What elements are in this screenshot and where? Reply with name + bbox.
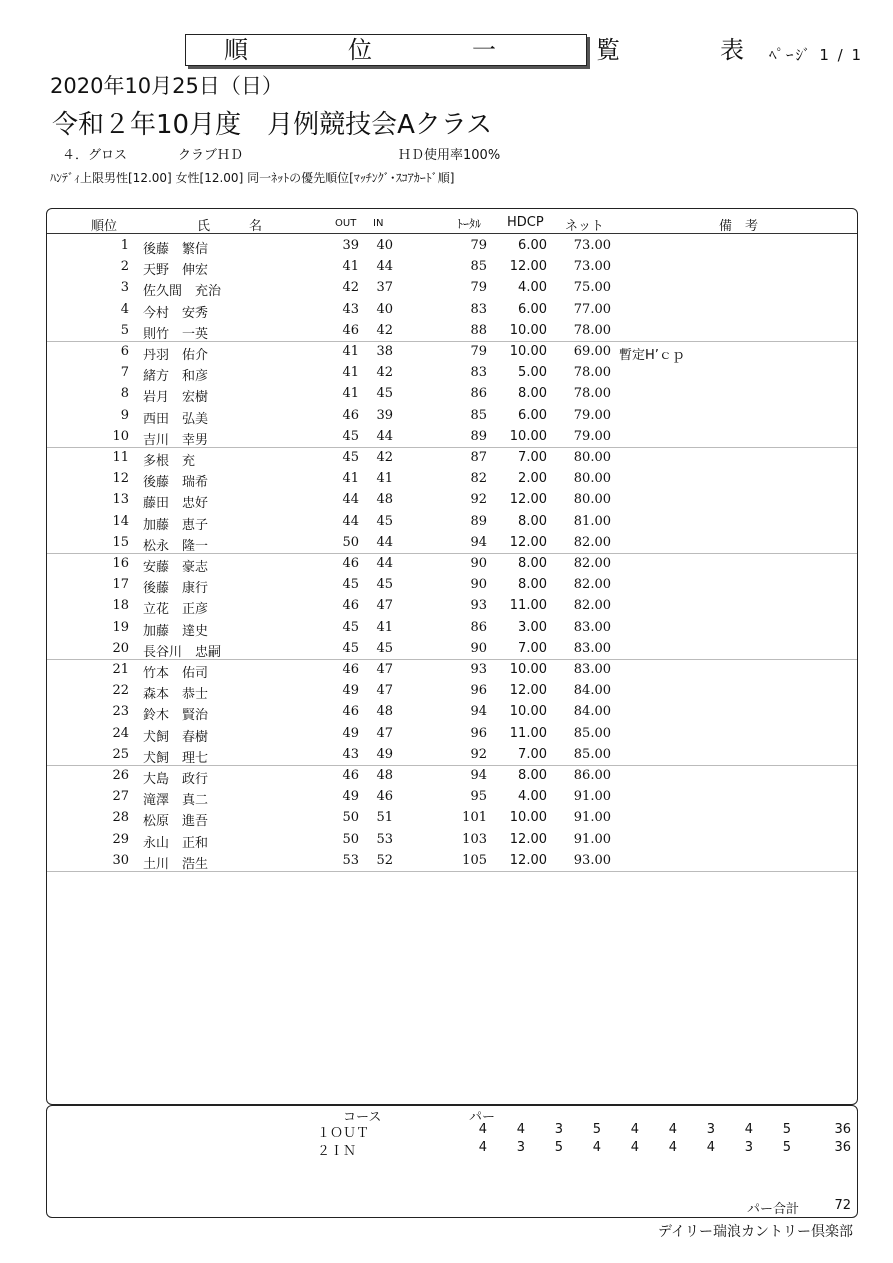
cell-total: 79 (470, 280, 487, 296)
col-in-header: IN (373, 218, 384, 229)
cell-net: 69.00 (573, 344, 611, 359)
cell-out: 43 (342, 746, 359, 762)
cell-in: 48 (376, 492, 393, 508)
cell-total: 96 (470, 683, 487, 699)
cell-name: 後藤 康行 (143, 581, 209, 597)
cell-net: 78.00 (573, 386, 611, 402)
hole-par: 4 (516, 1122, 525, 1137)
cell-hdcp: 6.00 (518, 407, 547, 423)
table-row (47, 786, 857, 807)
cell-name: 滝澤 真二 (143, 793, 209, 809)
cell-total: 92 (470, 492, 487, 508)
cell-out: 39 (342, 238, 359, 253)
cell-net: 85.00 (573, 746, 611, 762)
cell-total: 85 (470, 407, 487, 423)
cell-total: 88 (470, 322, 487, 338)
cell-name: 加藤 恵子 (143, 517, 209, 533)
table-row (47, 426, 857, 447)
table-row (47, 235, 857, 256)
table-row (47, 341, 857, 362)
cell-out: 46 (342, 322, 359, 338)
table-row (47, 489, 857, 510)
cell-name: 吉川 幸男 (143, 432, 209, 448)
table-row (47, 320, 857, 341)
cell-total: 82 (470, 471, 487, 487)
cell-name: 松永 隆一 (143, 538, 209, 554)
cell-net: 80.00 (573, 450, 611, 465)
cell-in: 51 (376, 810, 393, 826)
table-row (47, 638, 857, 659)
group-divider (47, 871, 857, 872)
cell-net: 93.00 (573, 852, 611, 868)
cell-out: 46 (342, 598, 359, 614)
cell-total: 94 (470, 768, 487, 783)
col-total-header: ﾄｰﾀﾙ (457, 217, 482, 231)
cell-rank: 4 (120, 301, 129, 317)
cell-name: 土川 浩生 (143, 856, 209, 872)
cell-rank: 1 (120, 238, 129, 253)
cell-rank: 16 (112, 556, 129, 571)
cell-in: 48 (376, 704, 393, 720)
course-par-sum: 36 (834, 1122, 851, 1137)
hole-par: 4 (592, 1140, 601, 1155)
cell-net: 82.00 (573, 534, 611, 550)
course-par-sum: 36 (834, 1140, 851, 1155)
cell-total: 86 (470, 386, 487, 402)
cell-out: 41 (342, 344, 359, 359)
table-row (47, 447, 857, 468)
cell-hdcp: 8.00 (518, 556, 547, 571)
par-total-value: 72 (834, 1198, 851, 1213)
cell-hdcp: 5.00 (518, 365, 547, 381)
cell-net: 73.00 (573, 238, 611, 253)
cell-in: 45 (376, 386, 393, 402)
cell-total: 86 (470, 619, 487, 635)
hole-par: 5 (554, 1140, 563, 1155)
table-row (47, 680, 857, 701)
cell-rank: 11 (112, 450, 129, 465)
cell-rank: 9 (120, 407, 129, 423)
hole-par: 3 (516, 1140, 525, 1155)
cell-in: 44 (376, 428, 393, 444)
table-row (47, 701, 857, 722)
cell-out: 50 (342, 831, 359, 847)
cell-total: 93 (470, 662, 487, 677)
col-rank-header: 順位 (91, 219, 118, 234)
course-name: ２ＩＮ (317, 1144, 357, 1159)
cell-hdcp: 11.00 (509, 598, 547, 614)
cell-total: 83 (470, 365, 487, 381)
cell-total: 96 (470, 725, 487, 741)
cell-hdcp: 12.00 (509, 259, 547, 275)
cell-hdcp: 8.00 (518, 577, 547, 593)
cell-out: 41 (342, 471, 359, 487)
event-date: 2020年10月25日（日） (50, 74, 283, 98)
cell-in: 39 (376, 407, 393, 423)
cell-in: 45 (376, 577, 393, 593)
cell-name: 永山 正和 (143, 835, 209, 851)
cell-total: 103 (462, 831, 487, 847)
col-out-header: OUT (335, 218, 357, 229)
cell-name: 長谷川 忠嗣 (143, 644, 222, 660)
cell-in: 46 (376, 789, 393, 805)
cell-total: 92 (470, 746, 487, 762)
cell-name: 森本 恭士 (143, 687, 209, 703)
cell-in: 44 (376, 259, 393, 275)
page-number: ﾍﾟｰｼﾞ 1 / 1 (769, 46, 863, 64)
cell-rank: 8 (120, 386, 129, 402)
cell-rank: 2 (120, 259, 129, 275)
cell-out: 50 (342, 534, 359, 550)
hole-par: 3 (554, 1122, 563, 1137)
cell-name: 岩月 宏樹 (143, 390, 209, 406)
table-row (47, 595, 857, 616)
page-title: 順 位 一 覧 表 (185, 34, 587, 66)
cell-hdcp: 12.00 (509, 534, 547, 550)
course-label: コース (343, 1110, 382, 1125)
hole-par: 5 (592, 1122, 601, 1137)
cell-net: 82.00 (573, 556, 611, 571)
cell-net: 81.00 (573, 513, 611, 529)
cell-name: 竹本 佑司 (143, 666, 209, 681)
table-row (47, 553, 857, 574)
hole-par: 4 (630, 1140, 639, 1155)
table-row (47, 850, 857, 871)
cell-rank: 13 (112, 492, 129, 508)
cell-in: 40 (376, 238, 393, 253)
cell-hdcp: 12.00 (509, 492, 547, 508)
cell-rank: 22 (112, 683, 129, 699)
hole-par: 4 (668, 1122, 677, 1137)
table-row (47, 532, 857, 553)
table-row (47, 829, 857, 850)
hole-par: 5 (782, 1122, 791, 1137)
table-row (47, 574, 857, 595)
cell-out: 45 (342, 619, 359, 635)
cell-hdcp: 10.00 (509, 810, 547, 826)
cell-in: 42 (376, 450, 393, 465)
cell-hdcp: 7.00 (518, 640, 547, 656)
cell-name: 今村 安秀 (143, 305, 209, 321)
cell-in: 45 (376, 513, 393, 529)
cell-name: 犬飼 春樹 (143, 729, 209, 745)
cell-name: 天野 伸宏 (143, 263, 209, 279)
cell-hdcp: 8.00 (518, 513, 547, 529)
cell-rank: 25 (112, 746, 129, 762)
cell-hdcp: 10.00 (509, 322, 547, 338)
cell-in: 45 (376, 640, 393, 656)
cell-total: 94 (470, 704, 487, 720)
cell-out: 49 (342, 789, 359, 805)
cell-in: 42 (376, 322, 393, 338)
cell-total: 85 (470, 259, 487, 275)
cell-rank: 24 (112, 725, 129, 741)
cell-rank: 10 (112, 428, 129, 444)
cell-rank: 30 (112, 852, 129, 868)
cell-rank: 27 (112, 789, 129, 805)
cell-rank: 17 (112, 577, 129, 593)
cell-total: 90 (470, 640, 487, 656)
cell-net: 83.00 (573, 662, 611, 677)
cell-in: 48 (376, 768, 393, 783)
club-name: デイリー瑞浪カントリー倶楽部 (657, 1224, 853, 1240)
cell-in: 49 (376, 746, 393, 762)
cell-name: 則竹 一英 (143, 326, 209, 342)
table-row (47, 405, 857, 426)
cell-net: 83.00 (573, 640, 611, 656)
cell-net: 84.00 (573, 683, 611, 699)
cell-rank: 3 (120, 280, 129, 296)
cell-name: 佐久間 充治 (143, 284, 222, 300)
col-note-header: 備 考 (719, 219, 759, 234)
cell-rank: 23 (112, 704, 129, 720)
cell-in: 47 (376, 662, 393, 677)
cell-rank: 20 (112, 640, 129, 656)
cell-out: 45 (342, 450, 359, 465)
hole-par: 4 (478, 1140, 487, 1155)
cell-hdcp: 6.00 (518, 301, 547, 317)
cell-hdcp: 4.00 (518, 789, 547, 805)
cell-rank: 19 (112, 619, 129, 635)
cell-total: 93 (470, 598, 487, 614)
cell-hdcp: 8.00 (518, 768, 547, 783)
hole-par: 3 (706, 1122, 715, 1137)
cell-in: 44 (376, 534, 393, 550)
cell-total: 87 (470, 450, 487, 465)
cell-rank: 18 (112, 598, 129, 614)
col-name-header: 氏 名 (197, 219, 263, 234)
cell-in: 44 (376, 556, 393, 571)
cell-rank: 5 (120, 322, 129, 338)
cell-out: 41 (342, 386, 359, 402)
hole-par: 4 (744, 1122, 753, 1137)
cell-total: 101 (462, 810, 487, 826)
col-hdcp-header: HDCP (507, 215, 544, 230)
cell-hdcp: 10.00 (509, 704, 547, 720)
course-name: １ＯＵＴ (317, 1126, 370, 1141)
cell-out: 46 (342, 556, 359, 571)
table-row (47, 299, 857, 320)
table-row (47, 277, 857, 298)
cell-out: 53 (342, 852, 359, 868)
cell-net: 78.00 (573, 322, 611, 338)
hd-label: クラブＨＤ (178, 148, 244, 163)
cell-name: 大島 政行 (143, 772, 209, 787)
cell-out: 41 (342, 259, 359, 275)
cell-net: 83.00 (573, 619, 611, 635)
cell-out: 49 (342, 683, 359, 699)
cell-net: 82.00 (573, 577, 611, 593)
cell-rank: 6 (120, 344, 129, 359)
hd-rate-label: ＨＤ使用率100% (398, 148, 501, 163)
handicap-rule: ﾊﾝﾃﾞｨ上限男性[12.00] 女性[12.00] 同一ﾈｯﾄの優先順位[ﾏｯﾁﾝｸﾞ･ｽｺｱｶｰﾄﾞ順] (50, 171, 455, 185)
cell-name: 松原 進吾 (143, 814, 209, 830)
cell-out: 43 (342, 301, 359, 317)
cell-rank: 28 (112, 810, 129, 826)
cell-total: 90 (470, 577, 487, 593)
cell-net: 80.00 (573, 492, 611, 508)
cell-rank: 21 (112, 662, 129, 677)
hole-par: 5 (782, 1140, 791, 1155)
cell-total: 105 (462, 852, 487, 868)
results-table (46, 208, 858, 1105)
cell-out: 42 (342, 280, 359, 296)
cell-hdcp: 2.00 (518, 471, 547, 487)
category-label: ４．グロス (62, 148, 128, 163)
cell-in: 41 (376, 619, 393, 635)
cell-in: 52 (376, 852, 393, 868)
cell-name: 丹羽 佑介 (143, 348, 209, 363)
cell-in: 37 (376, 280, 393, 296)
cell-hdcp: 6.00 (518, 238, 547, 253)
cell-in: 40 (376, 301, 393, 317)
cell-hdcp: 12.00 (509, 831, 547, 847)
cell-hdcp: 7.00 (518, 746, 547, 762)
cell-out: 46 (342, 768, 359, 783)
cell-name: 犬飼 理七 (143, 750, 209, 766)
cell-total: 95 (470, 789, 487, 805)
cell-hdcp: 12.00 (509, 852, 547, 868)
table-row (47, 383, 857, 404)
cell-out: 46 (342, 662, 359, 677)
cell-rank: 26 (112, 768, 129, 783)
cell-net: 82.00 (573, 598, 611, 614)
cell-out: 45 (342, 640, 359, 656)
cell-name: 藤田 忠好 (143, 496, 209, 512)
table-row (47, 362, 857, 383)
hole-par: 3 (744, 1140, 753, 1155)
table-row (47, 659, 857, 680)
cell-net: 75.00 (573, 280, 611, 296)
cell-out: 41 (342, 365, 359, 381)
cell-name: 加藤 達史 (143, 623, 209, 639)
cell-net: 91.00 (573, 810, 611, 826)
hole-par: 4 (478, 1122, 487, 1137)
cell-net: 91.00 (573, 789, 611, 805)
cell-out: 46 (342, 704, 359, 720)
cell-net: 79.00 (573, 428, 611, 444)
cell-out: 44 (342, 492, 359, 508)
cell-hdcp: 3.00 (518, 619, 547, 635)
table-row (47, 468, 857, 489)
cell-rank: 7 (120, 365, 129, 381)
cell-in: 41 (376, 471, 393, 487)
cell-name: 鈴木 賢治 (143, 708, 209, 724)
cell-hdcp: 10.00 (509, 428, 547, 444)
table-row (47, 511, 857, 532)
cell-note: 暫定H’ｃｐ (619, 348, 685, 363)
cell-name: 緒方 和彦 (143, 369, 209, 385)
hole-par: 4 (668, 1140, 677, 1155)
cell-net: 78.00 (573, 365, 611, 381)
cell-total: 83 (470, 301, 487, 317)
cell-total: 79 (470, 238, 487, 253)
cell-out: 45 (342, 428, 359, 444)
cell-name: 後藤 瑞希 (143, 475, 209, 491)
col-net-header: ネット (565, 219, 605, 234)
cell-name: 後藤 繁信 (143, 242, 209, 257)
cell-rank: 12 (112, 471, 129, 487)
cell-hdcp: 10.00 (509, 662, 547, 677)
cell-hdcp: 7.00 (518, 450, 547, 465)
cell-in: 53 (376, 831, 393, 847)
cell-total: 94 (470, 534, 487, 550)
cell-hdcp: 8.00 (518, 386, 547, 402)
hole-par: 4 (706, 1140, 715, 1155)
cell-out: 49 (342, 725, 359, 741)
course-par-box (46, 1105, 858, 1218)
cell-net: 73.00 (573, 259, 611, 275)
cell-net: 85.00 (573, 725, 611, 741)
cell-rank: 14 (112, 513, 129, 529)
cell-net: 86.00 (573, 768, 611, 783)
cell-name: 安藤 豪志 (143, 560, 209, 575)
hole-par: 4 (630, 1122, 639, 1137)
cell-hdcp: 12.00 (509, 683, 547, 699)
header-divider (47, 233, 857, 234)
cell-name: 西田 弘美 (143, 411, 209, 427)
table-row (47, 744, 857, 765)
cell-out: 44 (342, 513, 359, 529)
cell-in: 47 (376, 683, 393, 699)
cell-hdcp: 4.00 (518, 280, 547, 296)
cell-net: 79.00 (573, 407, 611, 423)
cell-name: 多根 充 (143, 454, 196, 469)
par-label: パー (469, 1110, 496, 1125)
cell-in: 47 (376, 725, 393, 741)
cell-total: 79 (470, 344, 487, 359)
cell-out: 50 (342, 810, 359, 826)
table-row (47, 807, 857, 828)
cell-net: 80.00 (573, 471, 611, 487)
table-row (47, 723, 857, 744)
cell-total: 90 (470, 556, 487, 571)
cell-net: 91.00 (573, 831, 611, 847)
cell-in: 42 (376, 365, 393, 381)
table-row (47, 256, 857, 277)
cell-net: 77.00 (573, 301, 611, 317)
cell-in: 47 (376, 598, 393, 614)
cell-rank: 15 (112, 534, 129, 550)
cell-total: 89 (470, 428, 487, 444)
cell-total: 89 (470, 513, 487, 529)
table-row (47, 617, 857, 638)
event-name: 令和２年10月度 月例競技会Aクラス (52, 110, 493, 140)
cell-out: 46 (342, 407, 359, 423)
cell-net: 84.00 (573, 704, 611, 720)
cell-hdcp: 10.00 (509, 344, 547, 359)
cell-out: 45 (342, 577, 359, 593)
cell-rank: 29 (112, 831, 129, 847)
table-row (47, 765, 857, 786)
cell-hdcp: 11.00 (509, 725, 547, 741)
cell-name: 立花 正彦 (143, 602, 209, 618)
cell-in: 38 (376, 344, 393, 359)
par-total-label: パー合計 (747, 1202, 800, 1217)
